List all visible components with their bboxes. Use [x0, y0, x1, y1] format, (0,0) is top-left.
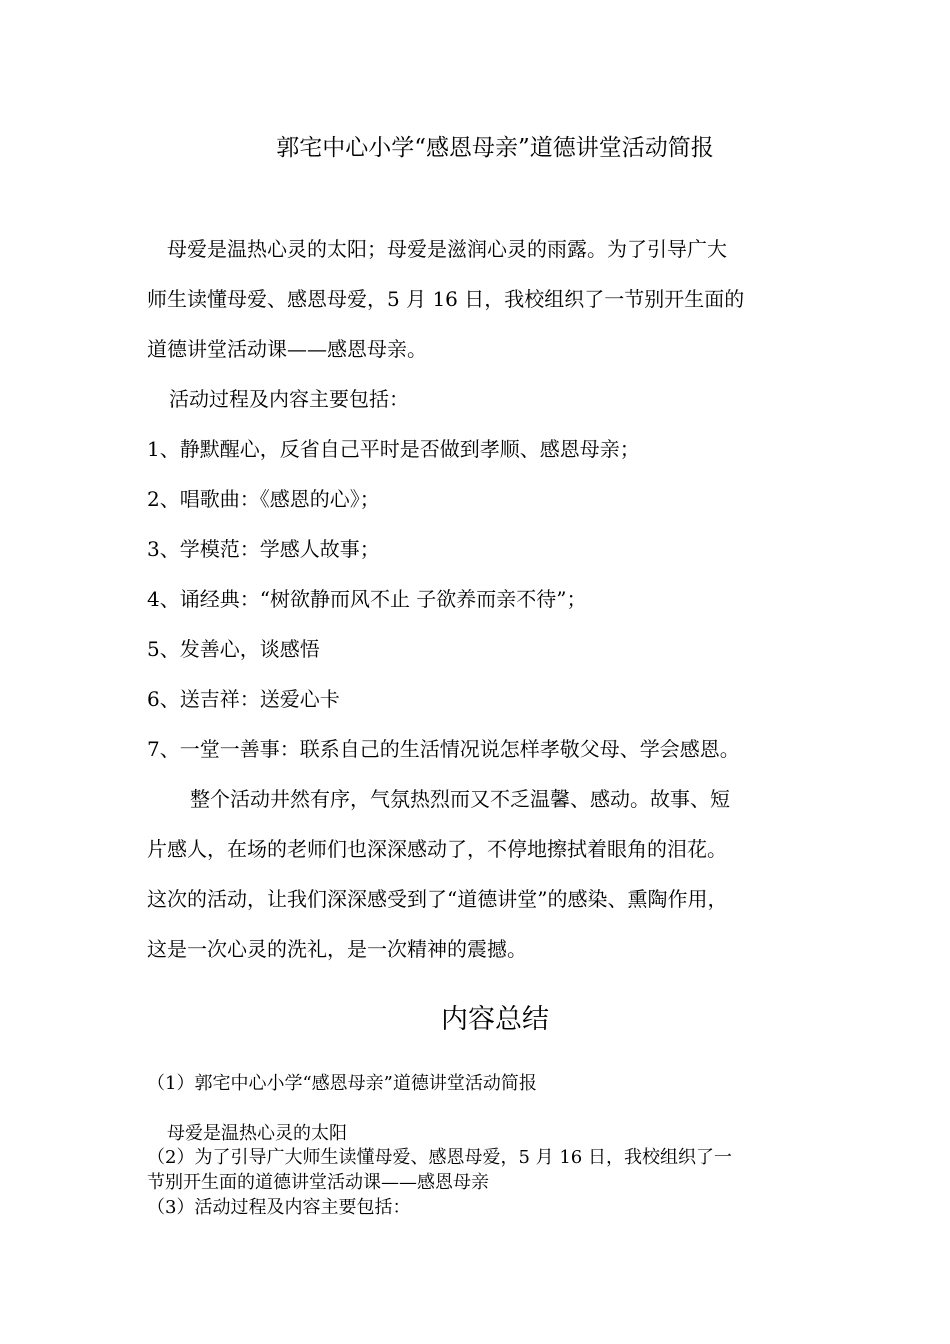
body-line: 这是一次心灵的洗礼，是一次精神的震撼。	[147, 937, 527, 961]
list-item: 2、唱歌曲：《感恩的心》；	[147, 487, 380, 511]
summary-line: 节别开生面的道德讲堂活动课——感恩母亲	[147, 1172, 489, 1193]
body-line: 道德讲堂活动课——感恩母亲。	[147, 337, 427, 361]
summary-heading: 内容总结	[441, 1004, 549, 1035]
list-item: 6、送吉祥：送爱心卡	[147, 687, 340, 711]
list-item: 1、静默醒心，反省自己平时是否做到孝顺、感恩母亲；	[147, 437, 640, 461]
list-item: 5、发善心，谈感悟	[147, 637, 320, 661]
summary-line: （2）为了引导广大师生读懂母爱、感恩母爱，5 月 16 日，我校组织了一	[147, 1147, 732, 1168]
list-item: 4、诵经典：“树欲静而风不止 子欲养而亲不待”；	[147, 587, 587, 611]
body-line: 片感人，在场的老师们也深深感动了，不停地擦拭着眼角的泪花。	[147, 837, 727, 861]
list-item: 7、一堂一善事：联系自己的生活情况说怎样孝敬父母、学会感恩。	[147, 737, 740, 761]
summary-line: （1）郭宅中心小学“感恩母亲”道德讲堂活动简报	[147, 1073, 537, 1094]
body-line: 这次的活动，让我们深深感受到了“道德讲堂”的感染、熏陶作用，	[147, 887, 728, 911]
list-item: 3、学模范：学感人故事；	[147, 537, 380, 561]
body-line: 整个活动井然有序，气氛热烈而又不乏温馨、感动。故事、短	[190, 787, 730, 811]
body-line: 母爱是温热心灵的太阳；母爱是滋润心灵的雨露。为了引导广大	[167, 237, 727, 261]
body-line: 师生读懂母爱、感恩母爱，5 月 16 日，我校组织了一节别开生面的	[147, 287, 745, 311]
summary-line: 母爱是温热心灵的太阳	[167, 1123, 347, 1144]
summary-line: （3）活动过程及内容主要包括：	[147, 1197, 411, 1218]
body-line: 活动过程及内容主要包括：	[169, 387, 409, 411]
document-title: 郭宅中心小学“感恩母亲”道德讲堂活动简报	[276, 135, 714, 161]
